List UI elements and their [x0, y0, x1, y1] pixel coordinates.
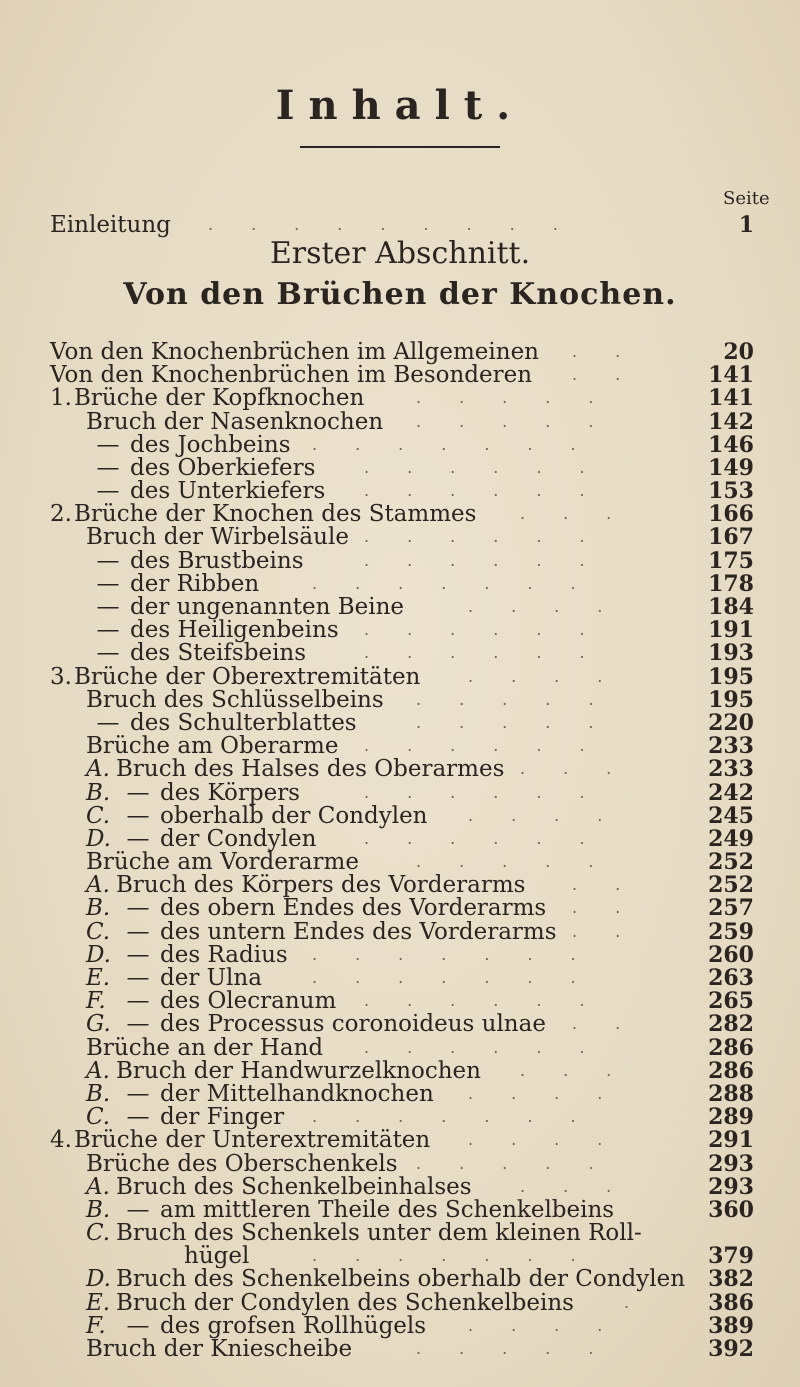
toc-entry-title: Brüche am Vorderarme — [86, 849, 359, 876]
leader-dots: ...... — [364, 736, 623, 756]
toc-entry-title: der Condylen — [160, 825, 317, 852]
toc-entry-title: Bruch des Schenkels unter dem kleinen Roll- — [116, 1220, 642, 1247]
toc-entry-page: 149 — [708, 454, 754, 481]
toc-entry-title: hügel — [184, 1243, 250, 1270]
toc-entry-page: 141 — [708, 362, 754, 389]
leader-dots: .. — [572, 875, 659, 895]
toc-entry-dash: — — [126, 965, 150, 992]
leader-dots: ..... — [416, 411, 632, 431]
toc-entry-marker: C. — [86, 918, 111, 945]
toc-entry-marker: E. — [86, 965, 111, 992]
toc-entry-dash: — — [96, 709, 120, 736]
toc-entry-title: des Schulterblattes — [130, 709, 357, 736]
leader-dots: .... — [468, 1130, 641, 1150]
toc-entry-page: 220 — [708, 709, 754, 736]
leader-dots: .... — [468, 805, 641, 825]
toc-entry-page: 252 — [708, 849, 754, 876]
leader-dots: ..... — [416, 852, 632, 872]
toc-entry-marker: C. — [86, 802, 111, 829]
toc-entry-page: 175 — [708, 547, 754, 574]
leader-dots: .. — [572, 1014, 659, 1034]
toc-entry-title: des untern Endes des Vorderarms — [160, 918, 557, 945]
leader-dots: ..... — [416, 712, 632, 732]
section-subheading: Von den Brüchen der Knochen. — [123, 277, 677, 312]
leader-dots: .. — [572, 898, 659, 918]
toc-entry-page: 291 — [708, 1127, 754, 1154]
toc-entry-title: Brüche des Oberschenkels — [86, 1150, 398, 1177]
toc-entry-marker: A. — [86, 1173, 110, 1200]
toc-entry-dash: — — [126, 895, 150, 922]
toc-entry-page: 293 — [708, 1173, 754, 1200]
toc-entry-page: 141 — [708, 385, 754, 412]
leader-dots: .... — [468, 1083, 641, 1103]
toc-entry-page: 382 — [708, 1266, 754, 1293]
toc-entry-dash: — — [126, 988, 150, 1015]
toc-entry-page: 178 — [708, 570, 754, 597]
toc-entry-dash: — — [126, 1011, 150, 1038]
toc-entry-page: 282 — [708, 1011, 754, 1038]
toc-entry-title: der ungenannten Beine — [130, 594, 405, 621]
toc-entry-title: des Körpers — [160, 779, 300, 806]
leader-dots: ...... — [364, 481, 623, 501]
toc-entry-title: Brüche der Kopfknochen — [74, 385, 365, 412]
toc-entry-text — [50, 209, 171, 241]
toc-entry-title: des Radius — [160, 941, 288, 968]
toc-entry-page: 166 — [708, 501, 754, 528]
toc-entry-dash: — — [126, 1104, 150, 1131]
toc-entry-title: des Processus coronoideus ulnae — [160, 1011, 546, 1038]
toc-entry-dash: — — [126, 1312, 150, 1339]
toc-entry-title: Bruch der Nasenknochen — [86, 408, 384, 435]
toc-entry-title: Brüche der Unterextremitäten — [74, 1127, 431, 1154]
toc-entry-title: der Ulna — [160, 965, 262, 992]
toc-entry-title: Von den Knochenbrüchen im Besonderen — [50, 362, 533, 389]
toc-entry-page: 259 — [708, 918, 754, 945]
toc-entry-title: des Heiligenbeins — [130, 617, 339, 644]
toc-entry-page: 389 — [708, 1312, 754, 1339]
toc-entry-marker: A. — [86, 872, 110, 899]
leader-dots: .. — [572, 342, 659, 361]
toc-entry-marker: A. — [86, 756, 110, 783]
toc-entry-page: 195 — [708, 663, 754, 690]
leader-dots: . — [624, 1292, 668, 1312]
toc-entry-text — [86, 1333, 352, 1365]
leader-dots: ....... — [312, 434, 614, 454]
leader-dots: ...... — [364, 550, 623, 570]
toc-entry-page: 360 — [708, 1196, 754, 1223]
toc-entry-page: 260 — [708, 941, 754, 968]
toc-entry-marker: D. — [86, 1266, 111, 1293]
toc-entry-page: 265 — [708, 988, 754, 1015]
leader-dots: ..... — [416, 1339, 632, 1358]
toc-entry-page: 20 — [723, 339, 754, 365]
toc-entry-marker: A. — [86, 1057, 110, 1084]
toc-entry-marker: F. — [86, 988, 106, 1015]
toc-entry-dash: — — [96, 570, 120, 597]
toc-entry-title: Bruch des Körpers des Vorderarms — [116, 872, 526, 899]
leader-dots: .. — [572, 365, 659, 385]
toc-entry-title: Bruch des Halses des Oberarmes — [116, 756, 505, 783]
toc-entry-title: des Oberkiefers — [130, 454, 316, 481]
toc-entry-page: 263 — [708, 965, 754, 992]
toc-entry-title: Bruch der Wirbelsäule — [86, 524, 349, 551]
toc-entry-title: Brüche am Oberarme — [86, 733, 339, 760]
leader-dots: .... — [468, 666, 641, 686]
toc-entry-page: 233 — [708, 756, 754, 783]
toc-entry-page: 193 — [708, 640, 754, 667]
toc-entry-page: 153 — [708, 478, 754, 505]
toc-entry-dash: — — [96, 454, 120, 481]
toc-entry — [0, 1333, 800, 1365]
toc-entry-title: Brüche an der Hand — [86, 1034, 324, 1061]
toc-entry-page: 379 — [708, 1243, 754, 1270]
leader-dots: ... — [520, 1060, 650, 1080]
toc-entry-title: Von den Knochenbrüchen im Allgemeinen — [50, 339, 539, 365]
toc-entry-title: Brüche der Knochen des Stammes — [74, 501, 477, 528]
toc-entry-title: des Olecranum — [160, 988, 337, 1015]
leader-dots: ...... — [364, 457, 623, 477]
leader-dots: ..... — [416, 1153, 632, 1173]
toc-entry-page: 252 — [708, 872, 754, 899]
leader-dots: ....... — [312, 1107, 614, 1127]
toc-entry-title: oberhalb der Condylen — [160, 802, 428, 829]
toc-entry-marker: 4. — [50, 1127, 72, 1154]
toc-entry-marker: G. — [86, 1011, 111, 1038]
toc-entry-marker: C. — [86, 1104, 111, 1131]
toc-entry-page: 245 — [708, 802, 754, 829]
toc-entry-title: Brüche der Oberextremitäten — [74, 663, 421, 690]
toc-entry-page: 146 — [708, 431, 754, 458]
toc-entry-page: 293 — [708, 1150, 754, 1177]
toc-entry-title: am mittleren Theile des Schenkelbeins — [160, 1196, 615, 1223]
toc-entry-marker: F. — [86, 1312, 106, 1339]
section-heading: Erster Abschnitt. — [269, 236, 531, 271]
toc-entry-title: Einleitung — [50, 212, 171, 238]
leader-dots: .... — [468, 1315, 641, 1335]
toc-entry-dash: — — [96, 547, 120, 574]
leader-dots: ... — [520, 504, 650, 524]
leader-dots: ...... — [364, 527, 623, 547]
toc-entry-marker: 2. — [50, 501, 72, 528]
toc-entry-page: 249 — [708, 825, 754, 852]
toc-entry-page: 233 — [708, 733, 754, 760]
toc-entry-title: des obern Endes des Vorderarms — [160, 895, 547, 922]
leader-dots: ... — [520, 1176, 650, 1196]
leader-dots: ...... — [364, 991, 623, 1011]
toc-entry-page: 191 — [708, 617, 754, 644]
leader-dots: ...... — [364, 782, 623, 802]
leader-dots: ..... — [416, 689, 632, 709]
toc-entry-marker: B. — [86, 1196, 111, 1223]
toc-entry-page: 286 — [708, 1034, 754, 1061]
toc-entry-title: der Mittelhandknochen — [160, 1080, 434, 1107]
toc-entry-page: 289 — [708, 1104, 754, 1131]
leader-dots: ......... — [208, 215, 596, 234]
toc-entry-title: Bruch des Schenkelbeins oberhalb der Condylen — [116, 1266, 686, 1293]
toc-entry-marker: B. — [86, 779, 111, 806]
toc-entry-dash: — — [126, 825, 150, 852]
toc-entry-title: Bruch der Condylen des Schenkelbeins — [116, 1289, 574, 1316]
page-title: Inhalt. — [275, 82, 525, 129]
toc-entry-dash: — — [126, 941, 150, 968]
toc-entry-dash: — — [96, 594, 120, 621]
toc-entry-title: der Ribben — [130, 570, 260, 597]
leader-dots: ...... — [364, 828, 623, 848]
toc-entry-dash: — — [126, 802, 150, 829]
toc-entry-marker: C. — [86, 1220, 111, 1247]
toc-entry-marker: B. — [86, 1080, 111, 1107]
toc-entry-page: 242 — [708, 779, 754, 806]
toc-entry-title: des Steifsbeins — [130, 640, 307, 667]
leader-dots: ....... — [312, 968, 614, 988]
toc-entry-dash: — — [96, 640, 120, 667]
toc-entry-title: der Finger — [160, 1104, 285, 1131]
toc-entry-page: 142 — [708, 408, 754, 435]
toc-entry-page: 1 — [738, 212, 754, 238]
leader-dots: ....... — [312, 944, 614, 964]
leader-dots: .... — [468, 597, 641, 617]
leader-dots: .. — [572, 921, 659, 941]
toc-entry-marker: 1. — [50, 385, 72, 412]
toc-entry-page: 195 — [708, 686, 754, 713]
toc-entry-marker: 3. — [50, 663, 72, 690]
toc-entry-title: Bruch der Handwurzelknochen — [116, 1057, 481, 1084]
toc-entry-page: 184 — [708, 594, 754, 621]
leader-dots: ...... — [364, 1037, 623, 1057]
toc-entry-page: 288 — [708, 1080, 754, 1107]
leader-dots: ....... — [312, 1246, 614, 1266]
toc-entry-dash: — — [96, 617, 120, 644]
toc-entry-title: Bruch des Schlüsselbeins — [86, 686, 384, 713]
toc-entry-title: Bruch der Kniescheibe — [86, 1336, 353, 1362]
toc-entry-marker: D. — [86, 825, 111, 852]
toc-entry-marker: E. — [86, 1289, 111, 1316]
leader-dots: ... — [520, 759, 650, 779]
toc-entry-page: 257 — [708, 895, 754, 922]
toc-entry-dash: — — [126, 918, 150, 945]
title-rule — [300, 146, 500, 148]
leader-dots: ...... — [364, 620, 623, 640]
leader-dots: ..... — [416, 388, 632, 408]
toc-entry-dash: — — [96, 431, 120, 458]
toc-entry-marker: B. — [86, 895, 111, 922]
toc-entry-page: 392 — [708, 1336, 754, 1362]
toc-entry-dash: — — [96, 478, 120, 505]
toc-entry-title: des Brustbeins — [130, 547, 304, 574]
toc-entry-title: Bruch des Schenkelbeinhalses — [116, 1173, 472, 1200]
leader-dots: ....... — [312, 573, 614, 593]
toc-entry-dash: — — [126, 779, 150, 806]
toc-entry-title: des Jochbeins — [130, 431, 291, 458]
toc-entry-page: 167 — [708, 524, 754, 551]
toc-entry-title: des Unterkiefers — [130, 478, 326, 505]
page-column-label: Seite — [723, 188, 770, 209]
leader-dots: ...... — [364, 643, 623, 663]
toc-entry-marker: D. — [86, 941, 111, 968]
toc-entry-dash: — — [126, 1080, 150, 1107]
toc-entry-page: 286 — [708, 1057, 754, 1084]
toc-entry-title: des grofsen Rollhügels — [160, 1312, 427, 1339]
toc-entry-dash: — — [126, 1196, 150, 1223]
toc-entry — [0, 209, 800, 241]
toc-entry-page: 386 — [708, 1289, 754, 1316]
